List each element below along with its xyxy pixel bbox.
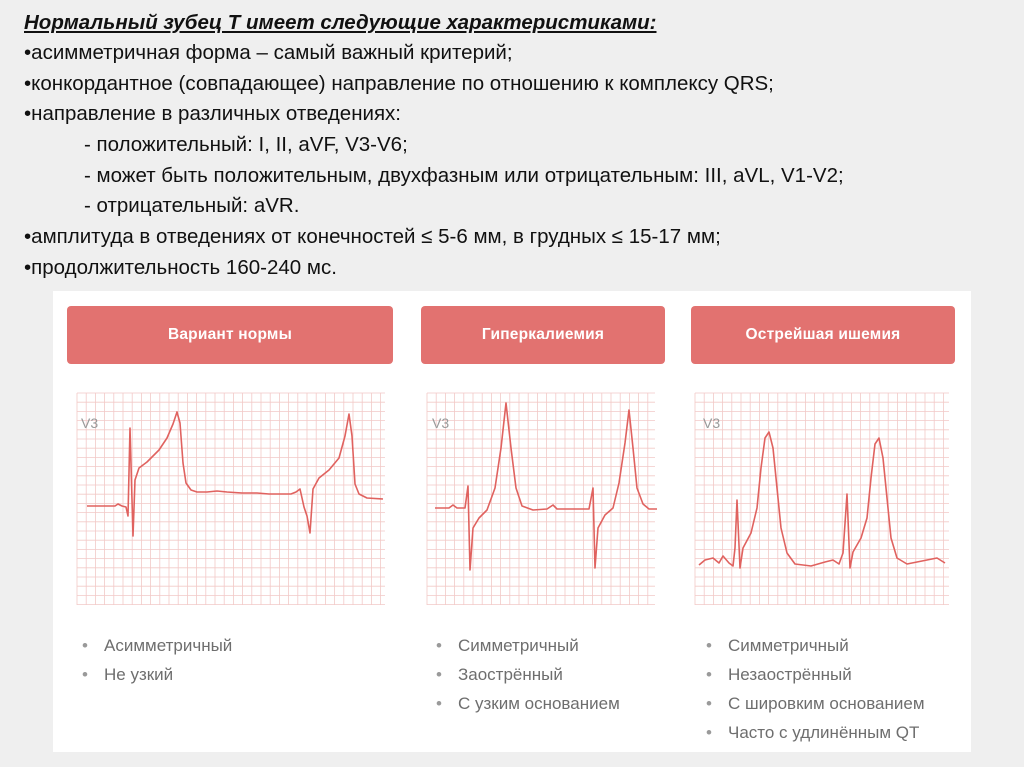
ecg-grid [427,393,655,605]
list-item: •продолжительность 160-240 мс. [24,255,337,279]
feature-list [436,631,620,718]
bullet-mark: • [82,665,88,684]
list-item: •амплитуда в отведениях от конечностей ≤ 5-6 мм, в грудных ≤ 15-17 мм; [24,225,721,249]
feature-item: • Симметричный [706,631,925,660]
t-wave-figure [53,291,971,752]
feature-item: • Заострённый [436,660,620,689]
feature-item: • Незаострённый [706,660,925,689]
feature-item: • Часто с удлинённым QT [706,718,925,747]
lead-label: V3 [81,415,99,431]
panel-title: Вариант нормы [67,306,393,364]
panel-normal [67,306,393,684]
feature-list [706,631,925,747]
list-item: •направление в различных отведениях: [24,102,402,126]
slide-text [24,8,1014,284]
panel-title: Гиперкалиемия [421,306,665,364]
bullet-mark: • [436,636,442,655]
feature-item: • С узким основанием [436,689,620,718]
bullet-mark: • [706,723,712,742]
list-item: •конкордантное (совпадающее) направление по отношению к комплексу QRS; [24,71,774,95]
feature-item: • Симметричный [436,631,620,660]
list-item: •асимметричная форма – самый важный критерий; [24,41,513,64]
panel-hyperkalemia [421,306,665,713]
lead-label: V3 [703,415,721,431]
slide-heading: Нормальный зубец Т имеет следующие характеристиками: [24,11,657,34]
sub-list-item: - может быть положительным, двухфазным или отрицательным: III, aVL, V1-V2; [84,163,844,187]
ecg-strip-normal [67,388,393,613]
bullet-mark: • [82,636,88,655]
feature-item: • Не узкий [82,660,232,689]
bullet-mark: • [706,694,712,713]
ecg-strip-ischemia [691,388,955,613]
ecg-strip-hyperkalemia [421,388,665,613]
bullet-mark: • [436,694,442,713]
feature-list [82,631,232,689]
bullet-mark: • [706,636,712,655]
feature-item: • С шировким основанием [706,689,925,718]
sub-list-item: - отрицательный: aVR. [84,194,300,218]
sub-list-item: - положительный: I, II, aVF, V3-V6; [84,133,408,157]
bullet-mark: • [706,665,712,684]
panel-title: Острейшая ишемия [691,306,955,364]
ecg-grid [695,393,949,605]
feature-item: • Асимметричный [82,631,232,660]
lead-label: V3 [432,415,450,431]
panel-hyperacute-ischemia [691,306,955,742]
bullet-mark: • [436,665,442,684]
